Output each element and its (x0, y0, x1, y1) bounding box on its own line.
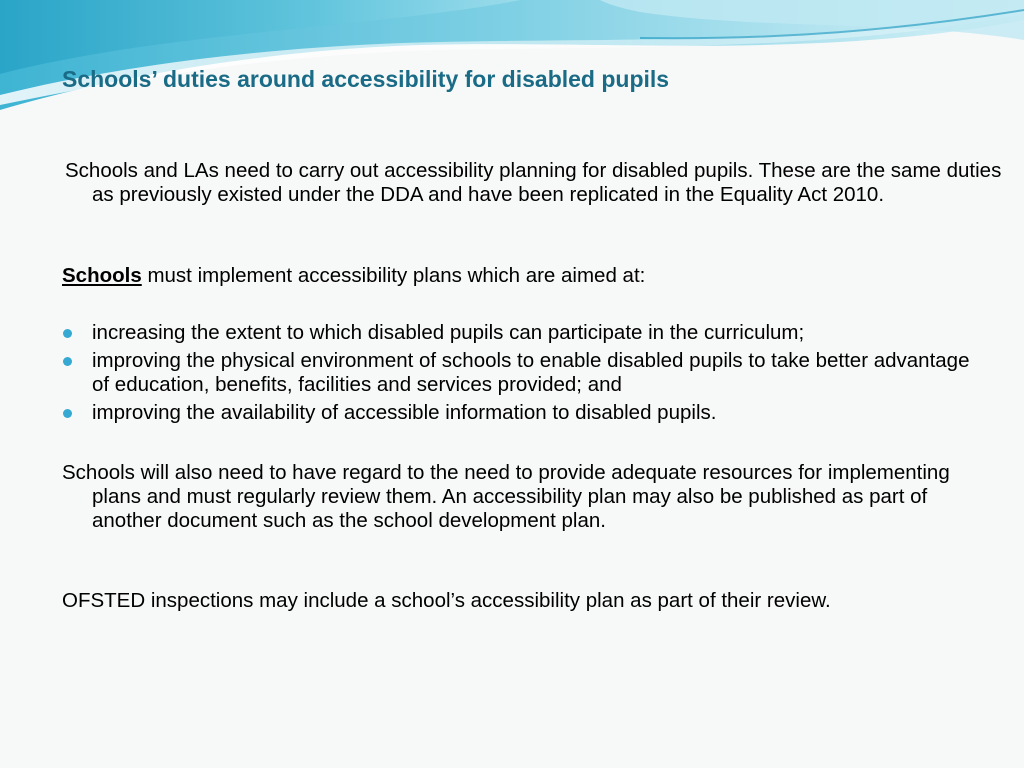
list-item (62, 321, 972, 345)
bullet-icon (63, 357, 72, 366)
bullet-icon (63, 409, 72, 418)
intro-paragraph: Schools and LAs need to carry out accessibility planning for disabled pupils. These are the same duties as previously existed under the DDA and have been replicated in the Equality Act 2010. (65, 159, 1002, 206)
list-item (62, 349, 972, 397)
implement-text: must implement accessibility plans which are aimed at: (141, 264, 646, 287)
list-item (62, 401, 972, 425)
aims-list (62, 321, 972, 429)
slide-title: Schools’ duties around accessibility for disabled pupils (62, 66, 670, 92)
bullet-icon (63, 329, 72, 338)
schools-emphasis: Schools (62, 264, 142, 287)
list-item-text: improving the physical environment of schools to enable disabled pupils to take better advantage of education, benefits, facilities and services provided; and (92, 349, 970, 396)
ofsted-paragraph: OFSTED inspections may include a school’s accessibility plan as part of their review. (62, 589, 831, 612)
list-item-text: improving the availability of accessible information to disabled pupils. (92, 401, 717, 424)
list-item-text: increasing the extent to which disabled pupils can participate in the curriculum; (92, 321, 805, 344)
implement-paragraph (62, 264, 972, 288)
resources-paragraph: Schools will also need to have regard to the need to provide adequate resources for implementing plans and must regularly review them. An accessibility plan may also be published as part of another document such as the school development plan. (62, 461, 950, 532)
